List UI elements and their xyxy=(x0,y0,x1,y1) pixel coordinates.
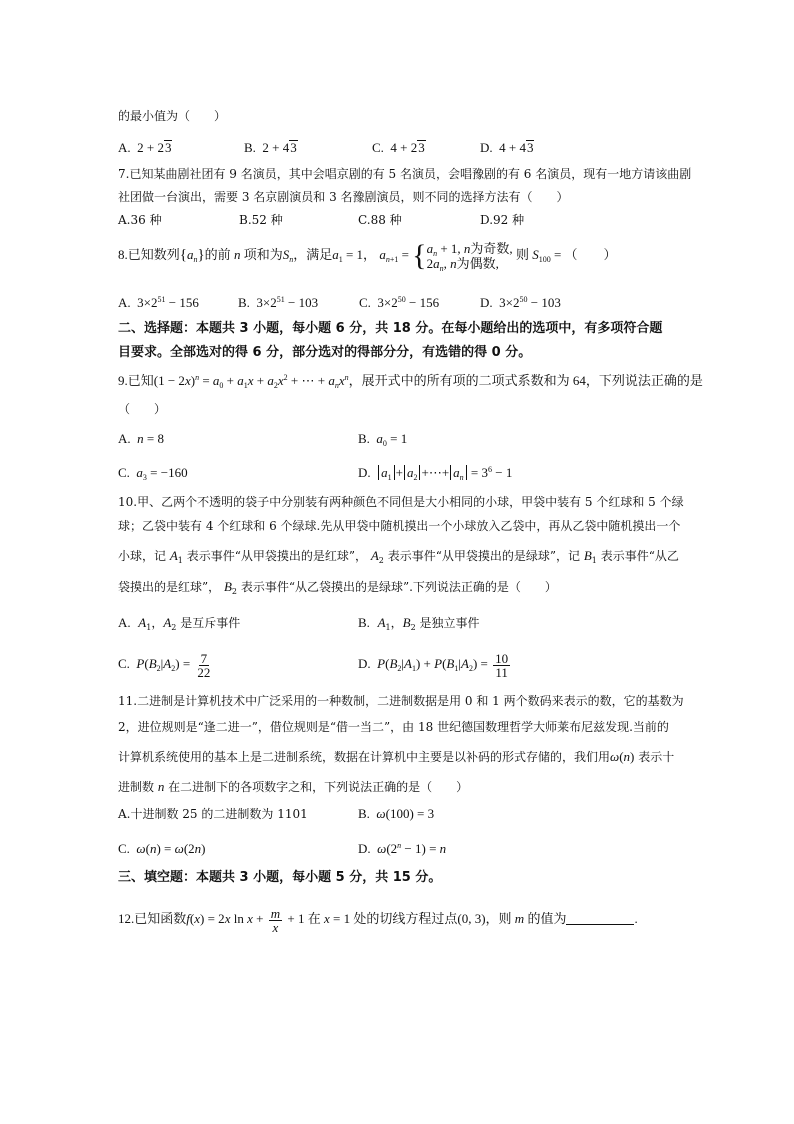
q11-stem-line4: 进制数 n 在二进制下的各项数字之和，下列说法正确的是（ ） xyxy=(118,779,469,794)
q7-option-b: B.52 种 xyxy=(239,213,283,227)
q11-stem-line2: 2，进位规则是“逢二进一”，借位规则是“借一当二”，由 18 世纪德国数理哲学大师莱布尼兹发现.当前的 xyxy=(118,720,669,734)
q12-answer-blank[interactable] xyxy=(566,912,634,925)
q10-option-a: A. $A_1$，$A_2$ 是互斥事件 xyxy=(118,615,241,632)
q7-stem-line2: 社团做一台演出，需要 3 名京剧演员和 3 名豫剧演员，则不同的选择方法有（ ） xyxy=(118,190,569,204)
q6-option-b: B. 2 + 43 xyxy=(244,140,297,155)
q9-paren: （ ） xyxy=(118,402,167,416)
q6-option-d: D. 4 + 43 xyxy=(480,140,534,155)
q8-stem: 8.已知数列$\{a_n\}$的前 n 项和为$S_n$，满足$a_1 = 1$， $a_{n+1}$ = { $a_n + 1$, n为奇数, $2a_n$, n为偶数, 则 $S_{100}$ = （ ） xyxy=(118,239,617,274)
q11-stem-line3: 计算机系统使用的基本上是二进制系统，数据在计算机中主要是以补码的形式存储的，我们用ω(n) 表示十 xyxy=(118,749,675,764)
q10-stem-line4: 袋摸出的是红球”， $B_2$ 表示事件“从乙袋摸出的是绿球”.下列说法正确的是（ ） xyxy=(118,579,557,596)
section3-heading: 三、填空题：本题共 3 小题，每小题 5 分，共 15 分。 xyxy=(118,870,442,885)
q9-stem: 9.已知$(1 - 2x)^n = a_0 + a_1x + a_2x^2$ + ⋯ + $a_nx^n$，展开式中的所有项的二项式系数和为 64，下列说法正确的是 xyxy=(118,373,703,390)
q10-stem-line1: 10.甲、乙两个不透明的袋子中分别装有两种颜色不同但是大小相同的小球，甲袋中装有 5 个红球和 5 个绿 xyxy=(118,495,684,509)
section2-heading-line1: 二、选择题：本题共 3 小题，每小题 6 分，共 18 分。在每小题给出的选项中，有多项符合题 xyxy=(118,321,663,336)
section2-heading-line2: 目要求。全部选对的得 6 分，部分选对的得部分分，有选错的得 0 分。 xyxy=(118,345,532,360)
q10-stem-line2: 球；乙袋中装有 4 个红球和 6 个绿球.先从甲袋中随机摸出一个小球放入乙袋中，再从乙袋中随机摸出一个 xyxy=(118,519,681,533)
q7-option-a: A.36 种 xyxy=(118,213,162,227)
q8-option-c: C. $3\times 2^{50} - 156$ xyxy=(359,295,440,310)
q9-option-b: B. $a_0 = 1$ xyxy=(358,431,408,448)
q10-option-b: B. $A_1$，$B_2$ 是独立事件 xyxy=(358,615,480,632)
q6-option-a: A. 2 + 23 xyxy=(118,140,172,155)
q11-stem-line1: 11.二进制是计算机技术中广泛采用的一种数制，二进制数据是用 0 和 1 两个数码来表示的数，它的基数为 xyxy=(118,694,684,708)
q6-stem-tail: 的最小值为（ ） xyxy=(118,109,227,123)
q8-option-d: D. $3\times 2^{50} - 103$ xyxy=(480,295,561,310)
q6-option-c: C. 4 + 23 xyxy=(372,140,425,155)
q7-stem-line1: 7.已知某曲剧社团有 9 名演员，其中会唱京剧的有 5 名演员，会唱豫剧的有 6 名演员，现有一地方请该曲剧 xyxy=(118,167,692,181)
q11-option-a: A.十进制数 25 的二进制数为 1101 xyxy=(118,807,308,821)
q8-option-a: A. $3\times 2^{51} - 156$ xyxy=(118,295,199,310)
q7-option-d: D.92 种 xyxy=(480,213,525,227)
q10-option-c: C. $P(B_2|A_2)$ = $\frac{7}{22}$ xyxy=(118,650,211,680)
q11-option-d: D. $\omega(2^n - 1) = n$ xyxy=(358,841,447,856)
q10-stem-line3: 小球，记 $A_1$ 表示事件“从甲袋摸出的是红球”， $A_2$ 表示事件“从甲袋摸出的是绿球”，记 $B_1$ 表示事件“从乙 xyxy=(118,548,679,565)
q12-stem: 12.已知函数f(x) = 2x ln x + $\frac{m}{x}$ + 1 在 x = 1 处的切线方程过点(0, 3)，则 m 的值为 . xyxy=(118,905,638,935)
q8-option-b: B. $3\times 2^{51} - 103$ xyxy=(238,295,319,310)
q10-option-d: D. $P(B_2|A_1) + P(B_1|A_2)$ = $\frac{10}{11}$ xyxy=(358,650,509,680)
q11-option-b: B. ω(100) = 3 xyxy=(358,806,435,821)
q9-option-c: C. $a_3 = -160$ xyxy=(118,465,188,482)
q9-option-a: A. n = 8 xyxy=(118,431,164,446)
q9-option-d: D. $a_1 + a_2$ +⋯+ $a_n = 3^6 - 1$ xyxy=(358,465,513,482)
q11-option-c: C. ω(n) = ω(2n) xyxy=(118,841,206,856)
q7-option-c: C.88 种 xyxy=(358,213,402,227)
